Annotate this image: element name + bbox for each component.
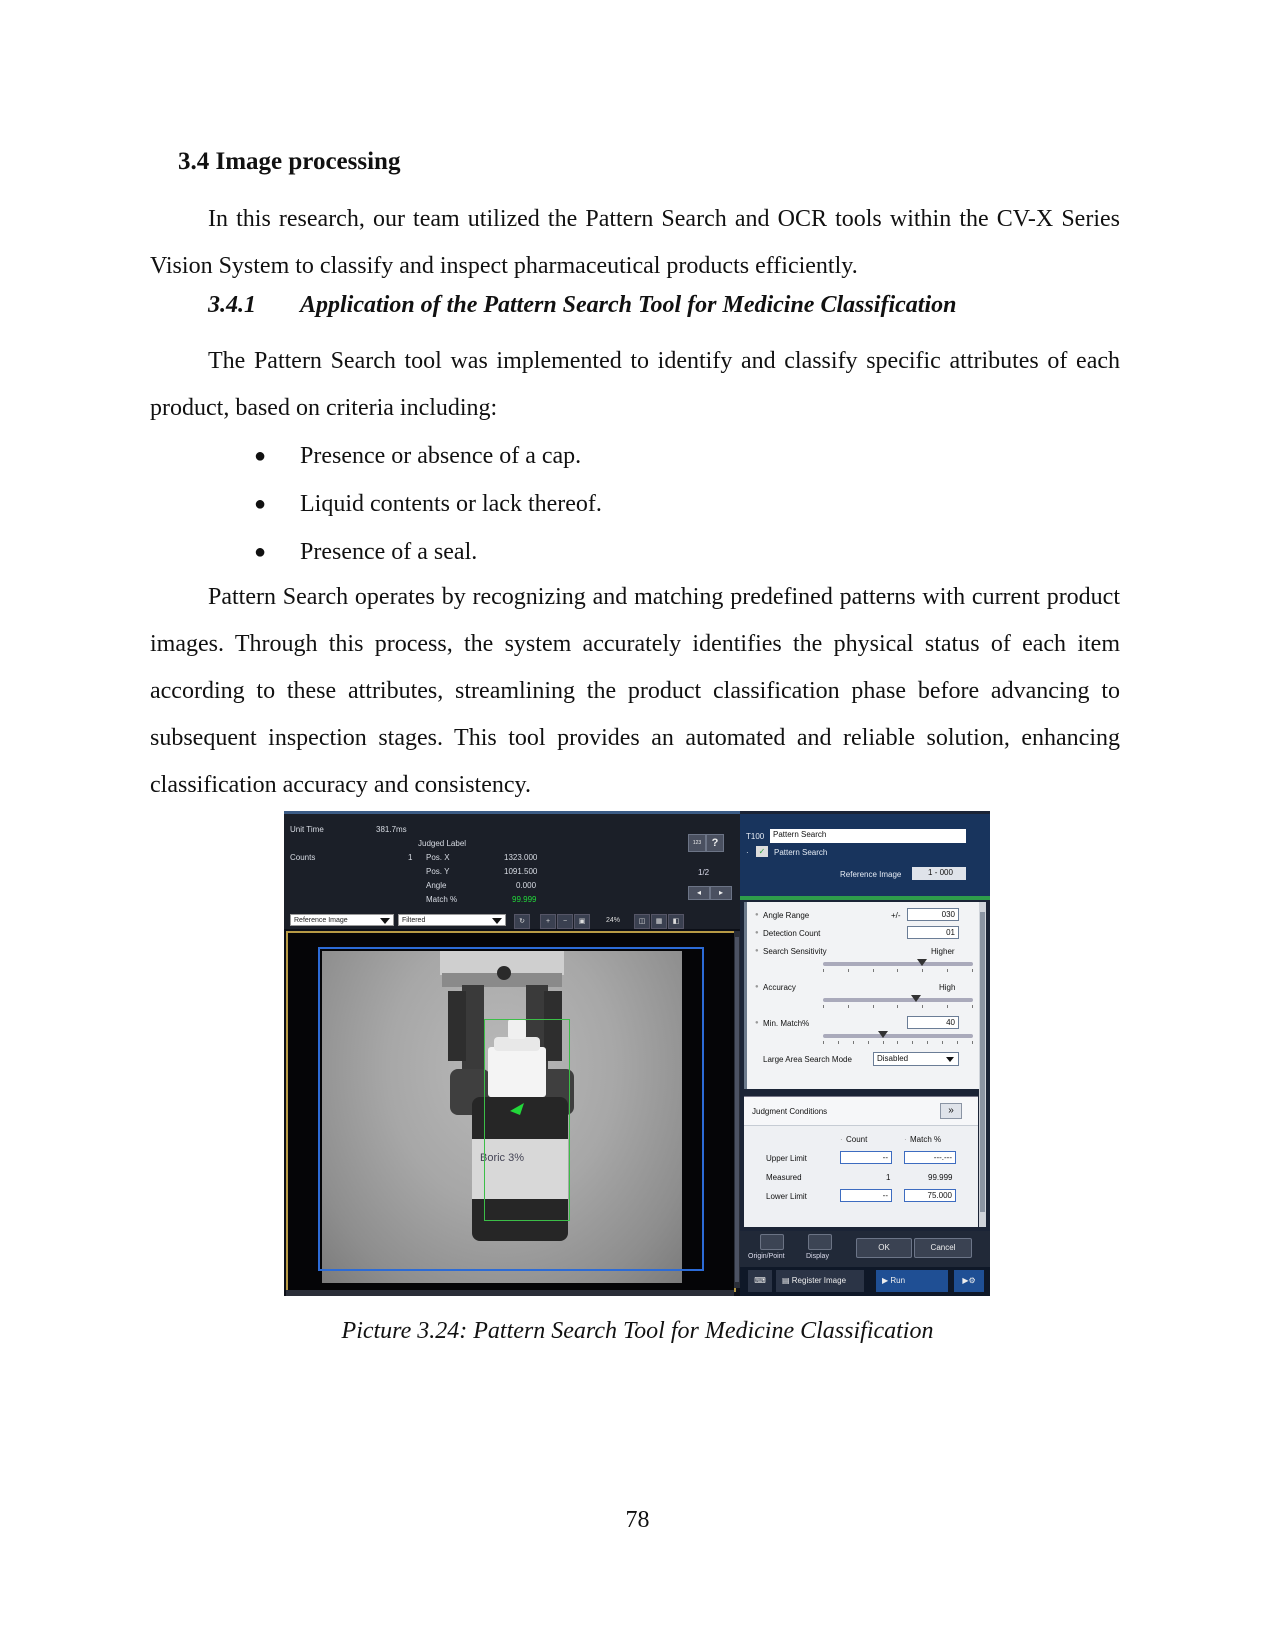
subsection-title: Application of the Pattern Search Tool for Medicine Classification <box>300 292 957 318</box>
search-sensitivity-value: Higher <box>931 947 955 956</box>
judgment-conditions-header <box>744 1097 978 1126</box>
register-image-button[interactable] <box>776 1270 864 1292</box>
page-number: 78 <box>625 1507 650 1533</box>
criteria-list <box>250 432 602 576</box>
overlay-toggle-icon[interactable]: ◫ <box>634 914 650 929</box>
tool-header <box>740 814 990 900</box>
run-options-icon[interactable]: ▶⚙ <box>954 1270 984 1292</box>
match-value: 99.999 <box>512 895 537 904</box>
min-match-slider[interactable] <box>823 1034 973 1038</box>
upper-limit-label: Upper Limit <box>766 1154 807 1163</box>
angle-range-input[interactable]: 030 <box>907 908 959 921</box>
grid-toggle-icon[interactable]: ▦ <box>651 914 667 929</box>
accuracy-label: Accuracy <box>763 983 796 992</box>
run-button[interactable] <box>876 1270 948 1292</box>
list-item <box>250 528 602 576</box>
lower-limit-label: Lower Limit <box>766 1192 807 1201</box>
operation-paragraph-text: Pattern Search operates by recognizing and matching predefined patterns with current product images. Through this process, the system accurately identifies the physical status of each item according to these attributes, streamlining the product classification phase before advancing to subsequent inspection stages. This tool provides an automated and reliable solution, enhancing classification accuracy and consistency. <box>150 584 1120 798</box>
measured-count: 1 <box>886 1173 891 1182</box>
tool-settings-panel <box>740 811 990 1296</box>
setting-bullet-icon: ● <box>755 984 759 990</box>
measured-match: 99.999 <box>928 1173 953 1182</box>
filter-select-value: Filtered <box>402 917 426 924</box>
setting-bullet-icon: · <box>840 1135 843 1144</box>
large-area-search-value: Disabled <box>877 1054 909 1063</box>
refresh-icon[interactable]: ↻ <box>514 914 530 929</box>
svg-text:Boric 3%: Boric 3% <box>480 1152 525 1164</box>
tool-id: T100 <box>746 832 765 841</box>
slider-ticks <box>823 1041 973 1045</box>
counts-label: Counts <box>290 853 316 862</box>
lower-count-input[interactable]: -- <box>840 1189 892 1202</box>
judgment-conditions-section <box>744 1096 978 1227</box>
origin-point-icon[interactable] <box>760 1234 784 1250</box>
zoom-level: 24% <box>606 917 621 924</box>
software-screenshot-figure <box>284 811 990 1296</box>
setting-bullet-icon: · <box>904 1135 907 1144</box>
origin-point-label: Origin/Point <box>748 1253 785 1260</box>
tree-item-pattern-search[interactable]: Pattern Search <box>774 848 828 857</box>
detection-count-input[interactable]: 01 <box>907 926 959 939</box>
settings-scrollbar[interactable] <box>979 902 986 1227</box>
match-header: Match % <box>910 1135 942 1144</box>
bullet-icon: ● <box>253 493 267 515</box>
tool-name-field[interactable]: Pattern Search <box>770 829 966 843</box>
angle-range-label: Angle Range <box>763 911 810 920</box>
chevron-down-icon <box>492 918 502 924</box>
slider-ticks <box>823 1005 973 1009</box>
zoom-out-icon[interactable]: − <box>557 914 573 929</box>
numeric-icon[interactable]: 123 <box>688 834 706 852</box>
min-match-input[interactable]: 40 <box>907 1016 959 1029</box>
judged-label: Judged Label <box>418 839 467 848</box>
chevron-down-icon <box>380 918 390 924</box>
expand-button[interactable]: » <box>940 1103 962 1119</box>
unit-time-value: 381.7ms <box>376 825 407 834</box>
scrollbar-thumb[interactable] <box>980 912 985 1212</box>
angle-value: 0.000 <box>516 881 537 890</box>
criteria-paragraph <box>150 338 1120 432</box>
slider-thumb[interactable] <box>917 959 927 966</box>
unit-time-label: Unit Time <box>290 825 324 834</box>
pattern-search-tool-icon: ✓ <box>756 846 768 857</box>
angle-label: Angle <box>426 881 447 890</box>
criteria-paragraph-text: The Pattern Search tool was implemented to identify and classify specific attributes of each product, based on criteria including: <box>150 348 1120 421</box>
display-label: Display <box>806 1253 829 1260</box>
subsection-number: 3.4.1 <box>208 292 256 318</box>
run-label: Run <box>890 1276 906 1285</box>
search-sensitivity-label: Search Sensitivity <box>763 947 827 956</box>
camera-image-viewer[interactable] <box>286 931 736 1292</box>
pos-y-label: Pos. Y <box>426 867 450 876</box>
pos-y-value: 1091.500 <box>504 867 538 876</box>
upper-count-input[interactable]: -- <box>840 1151 892 1164</box>
page-indicator: 1/2 <box>698 868 710 877</box>
tool-status-bar <box>740 896 990 900</box>
dialog-footer <box>740 1231 990 1267</box>
measured-label: Measured <box>766 1173 802 1182</box>
prev-page-button[interactable]: ◂ <box>688 886 710 900</box>
figure-caption: Picture 3.24: Pattern Search Tool for Medicine Classification <box>341 1318 934 1344</box>
ok-button[interactable]: OK <box>856 1238 912 1258</box>
detection-count-label: Detection Count <box>763 929 821 938</box>
upper-match-input[interactable]: ---.--- <box>904 1151 956 1164</box>
bottom-action-bar <box>740 1267 990 1296</box>
image-select-value: Reference Image <box>294 917 348 924</box>
display-icon[interactable] <box>808 1234 832 1250</box>
judgment-conditions-title: Judgment Conditions <box>752 1107 828 1116</box>
next-page-button[interactable]: ▸ <box>710 886 732 900</box>
min-match-label: Min. Match% <box>763 1019 810 1028</box>
settings-icon[interactable]: ◧ <box>668 914 684 929</box>
keyboard-icon[interactable]: ⌨ <box>748 1270 772 1292</box>
reference-image-label: Reference Image <box>840 870 902 879</box>
list-item-text: Presence or absence of a cap. <box>300 443 582 469</box>
zoom-in-icon[interactable]: + <box>540 914 556 929</box>
count-header: Count <box>846 1135 868 1144</box>
setting-bullet-icon: ● <box>755 1020 759 1026</box>
list-item-text: Liquid contents or lack thereof. <box>300 491 602 517</box>
search-settings-section <box>744 902 981 1089</box>
slider-thumb[interactable] <box>878 1031 888 1038</box>
image-view-toolbar <box>284 911 740 929</box>
fit-to-window-icon[interactable]: ▣ <box>574 914 590 929</box>
filter-select[interactable] <box>398 914 506 926</box>
register-image-label: Register Image <box>791 1276 847 1285</box>
cancel-button[interactable]: Cancel <box>914 1238 972 1258</box>
bullet-icon: ● <box>253 541 267 563</box>
counts-value: 1 <box>408 853 413 862</box>
list-item-text: Presence of a seal. <box>300 539 478 565</box>
intro-paragraph <box>150 196 1120 290</box>
intro-paragraph-text: In this research, our team utilized the Pattern Search and OCR tools within the CV-X Series Vision System to classify and inspect pharmaceutical products efficiently. <box>150 206 1120 279</box>
tree-bullet-icon: · <box>746 848 749 857</box>
pos-x-value: 1323.000 <box>504 853 538 862</box>
chevron-down-icon <box>946 1057 954 1062</box>
search-sensitivity-slider[interactable] <box>823 962 973 966</box>
pos-x-label: Pos. X <box>426 853 450 862</box>
register-image-icon: ▤ <box>782 1276 792 1285</box>
section-heading: 3.4 Image processing <box>178 148 401 175</box>
slider-ticks <box>823 969 973 973</box>
play-icon: ▶ <box>882 1276 891 1285</box>
setting-bullet-icon: ● <box>755 912 759 918</box>
image-horizontal-scrollbar[interactable] <box>286 1290 734 1296</box>
lower-match-input[interactable]: 75.000 <box>904 1189 956 1202</box>
bullet-icon: ● <box>253 445 267 467</box>
reference-image-select[interactable]: 1 - 000 <box>912 867 966 880</box>
angle-range-prefix: +/- <box>891 911 901 920</box>
result-pager <box>688 834 736 914</box>
subsection-heading <box>208 292 956 319</box>
detected-pattern-box[interactable] <box>484 1019 570 1221</box>
list-item <box>250 480 602 528</box>
operation-paragraph <box>150 574 1120 809</box>
accuracy-value: High <box>939 983 956 992</box>
accuracy-slider[interactable] <box>823 998 973 1002</box>
result-stats-panel <box>284 814 740 922</box>
large-area-search-select[interactable] <box>873 1052 959 1066</box>
scrollbar-thumb[interactable] <box>735 937 739 1282</box>
list-item <box>250 432 602 480</box>
setting-bullet-icon: ● <box>755 930 759 936</box>
match-label: Match % <box>426 895 458 904</box>
help-button[interactable]: ? <box>706 834 724 852</box>
slider-thumb[interactable] <box>911 995 921 1002</box>
large-area-search-label: Large Area Search Mode <box>763 1055 852 1064</box>
image-select[interactable] <box>290 914 394 926</box>
setting-bullet-icon: ● <box>755 948 759 954</box>
